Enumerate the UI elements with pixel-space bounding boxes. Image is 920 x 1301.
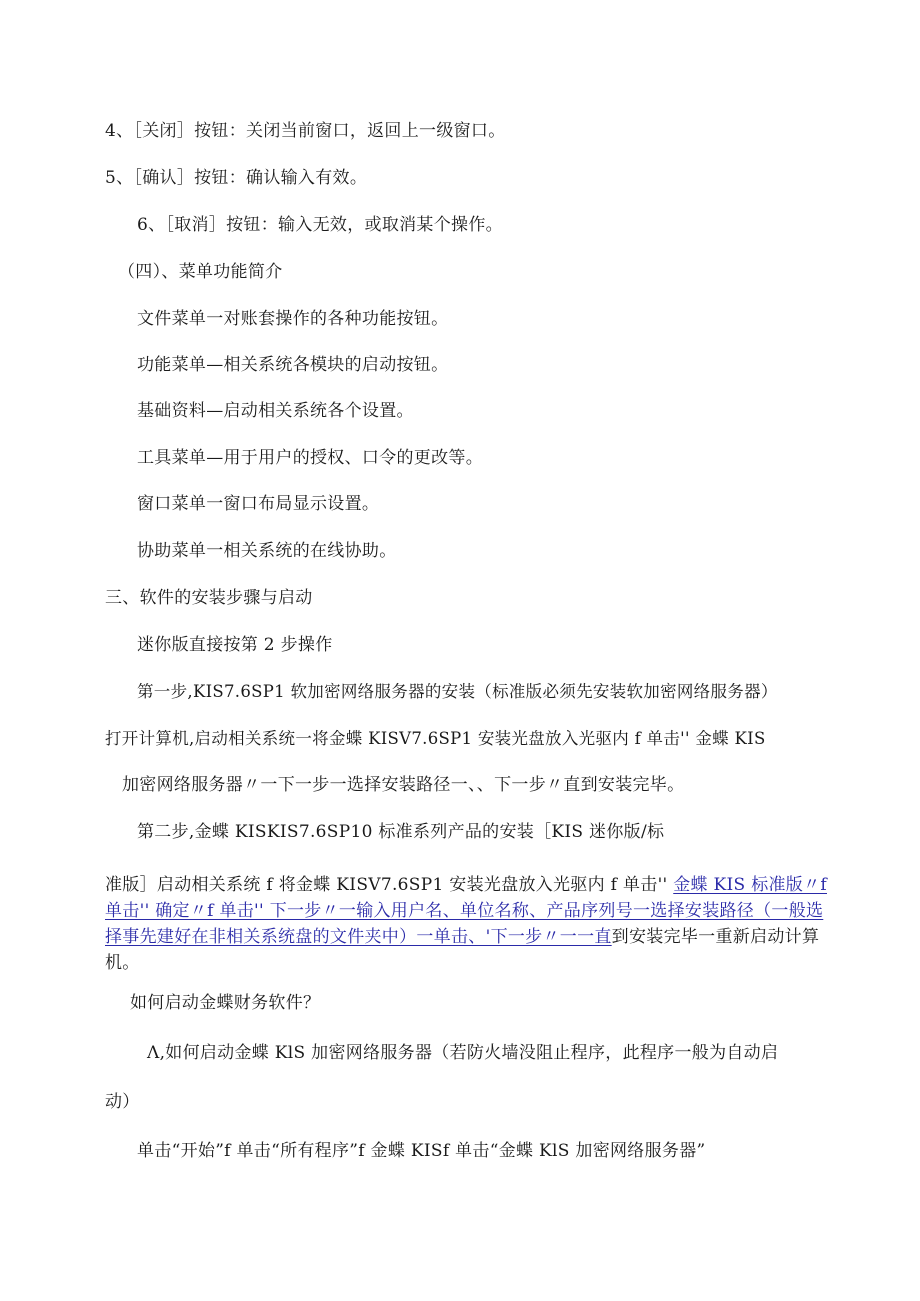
step2-body-plain-start: 准版］启动相关系统 f 将金蝶 KISV7.6SP1 安装光盘放入光驱内 f 单击'' [105,875,674,895]
start-server-heading-cont: 动） [105,1092,140,1112]
mini-version-note: 迷你版直接按第 2 步操作 [137,635,333,655]
menu-file-desc: 文件菜单一对账套操作的各种功能按钮。 [137,309,449,329]
how-to-start-heading: 如何启动金蝶财务软件？ [130,993,321,1013]
step1-body-line2: 加密网络服务器〃一下一步一选择安装路径一、、下一步〃直到安装完毕。 [122,775,685,795]
step2-body-plain-end: 到安装完毕一重新启动计算机。 [105,927,820,973]
start-server-heading: Λ,如何启动金蝶 KlS 加密网络服务器（若防火墙没阻止程序，此程序一般为自动启 [147,1043,779,1063]
step1-body-line1: 打开计算机,启动相关系统一将金蝶 KISV7.6SP1 安装光盘放入光驱内 f 单击'' 金蝶 KIS [105,729,766,748]
menu-basic-data-desc: 基础资料—启动相关系统各个设置。 [137,401,414,421]
item-confirm-button-desc: 5、［确认］按钮：确认输入有效。 [105,168,368,188]
step2-body [105,872,830,976]
section-heading-menu-intro: （四）、菜单功能简介 [118,262,283,282]
menu-help-desc: 协助菜单一相关系统的在线协助。 [137,541,397,561]
step2-body-link[interactable]: 金蝶 KIS 标准版〃f 单击'' 确定〃f 单击'' 下一步〃一输入用户名、单位名称、产品序列号一选择安装路径（一般选择事先建好在非相关系统盘的文件夹中）一单击、'下一步〃一一直 [105,875,827,947]
menu-function-desc: 功能菜单—相关系统各模块的启动按钮。 [137,355,449,375]
menu-tools-desc: 工具菜单—用于用户的授权、口令的更改等。 [137,448,483,468]
menu-window-desc: 窗口菜单一窗口布局显示设置。 [137,494,380,514]
step2-heading: 第二步,金蝶 KISKIS7.6SP10 标准系列产品的安装［KIS 迷你版/标 [137,822,665,842]
section-heading-install: 三、软件的安装步骤与启动 [105,588,313,608]
item-close-button-desc: 4、［关闭］按钮：关闭当前窗口，返回上一级窗口。 [105,121,506,141]
start-server-steps: 单击“开始”f 单击“所有程序”f 金蝶 KISf 单击“金蝶 KlS 加密网络服务器” [137,1141,706,1161]
step1-heading: 第一步,KIS7.6SP1 软加密网络服务器的安装（标准版必须先安装软加密网络服务器） [137,682,778,701]
item-cancel-button-desc: 6、［取消］按钮：输入无效，或取消某个操作。 [137,215,503,235]
